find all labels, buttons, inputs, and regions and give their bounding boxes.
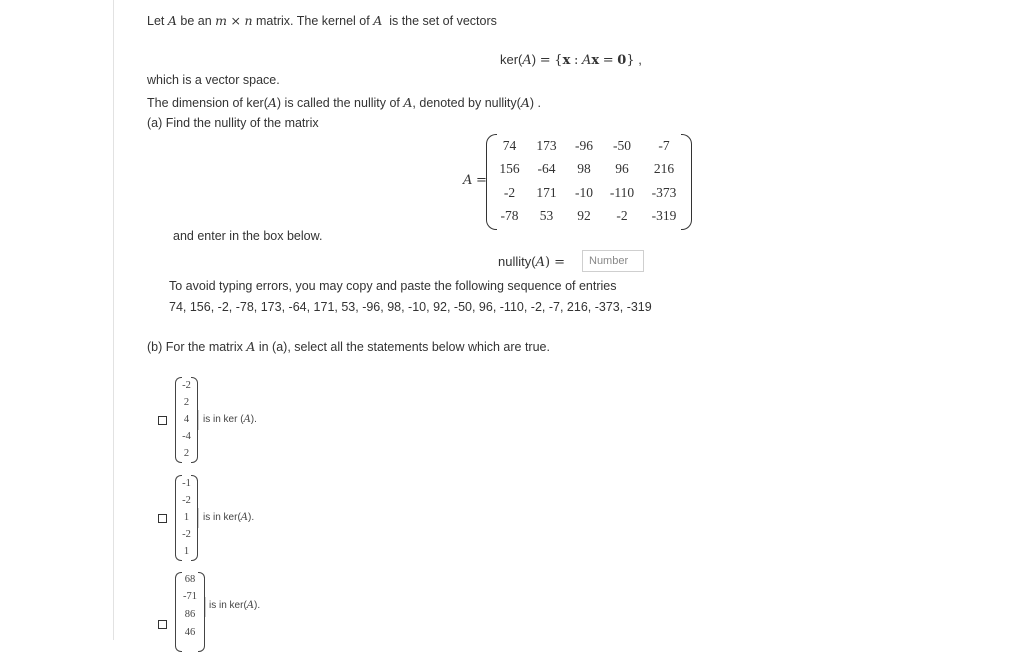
option-label-text: is in ker(	[209, 600, 247, 611]
math-comma: ,	[638, 52, 642, 67]
option-label-text: is in ker (	[203, 414, 244, 425]
nullity-text: nullity(	[498, 254, 536, 269]
vector-separator	[205, 597, 206, 617]
matrix-cell: -64	[537, 161, 556, 177]
option-2-label	[203, 512, 254, 523]
vector-separator	[198, 410, 199, 430]
math-times: ×	[230, 13, 241, 28]
option-label-text: ).	[250, 414, 257, 425]
nullity-close: ) =	[544, 255, 566, 270]
vector-entry: -1	[182, 478, 191, 489]
matrix-cell: -319	[651, 208, 677, 224]
matrix-row	[492, 181, 686, 205]
nullity-def-part: ) .	[529, 96, 541, 110]
matrix-cell: 156	[499, 161, 520, 177]
part-b-prompt	[147, 339, 550, 354]
matrix-cell: 53	[539, 208, 554, 224]
matrix-label	[463, 172, 487, 188]
math-eq: =	[476, 173, 487, 188]
math-A: A	[267, 95, 277, 110]
option-3-vector	[175, 572, 205, 652]
math-colon: :	[573, 53, 579, 68]
intro-part: be an	[180, 14, 212, 28]
part-a-prompt: (a) Find the nullity of the matrix	[147, 116, 319, 130]
vector-entry: 4	[183, 414, 190, 425]
math-A: A	[520, 95, 530, 110]
math-brace: }	[626, 53, 635, 68]
nullity-def-part: The dimension of ker(	[147, 96, 268, 110]
left-margin-rule	[113, 0, 114, 640]
option-label-text: ).	[248, 512, 255, 523]
vector-entry: 1	[183, 512, 190, 523]
math-A: A	[581, 53, 592, 68]
matrix-row	[492, 205, 686, 229]
nullity-def-part: , denoted by nullity(	[412, 96, 521, 110]
math-A: A	[373, 13, 383, 28]
math-A: A	[243, 414, 251, 425]
matrix-cell: 171	[536, 184, 557, 200]
intro-text	[147, 13, 497, 28]
math-m: m	[215, 13, 228, 28]
matrix-cell: 173	[536, 137, 557, 153]
math-A: A	[463, 173, 473, 188]
math-zero-vector: 0	[617, 53, 627, 68]
intro-part: Let	[147, 14, 165, 28]
part-b-text: (b) For the matrix	[147, 340, 243, 354]
nullity-label	[498, 254, 565, 270]
vector-entry: -2	[182, 380, 191, 391]
option-1-checkbox[interactable]	[158, 416, 167, 425]
vector-entry: 46	[184, 627, 196, 638]
intro-part: is the set of vectors	[389, 14, 497, 28]
vector-entry: 2	[183, 448, 190, 459]
math-eq: =	[539, 53, 551, 68]
enter-instruction: and enter in the box below.	[173, 229, 323, 243]
vector-entry: -4	[182, 431, 191, 442]
matrix-cell: -10	[575, 184, 593, 200]
vector-entry: -71	[183, 591, 197, 602]
math-x: x	[562, 53, 571, 68]
matrix-cell: 96	[615, 161, 629, 177]
math-A: A	[403, 95, 413, 110]
math-x: x	[591, 53, 600, 68]
vector-space-text: which is a vector space.	[147, 73, 280, 87]
option-1-label	[203, 414, 257, 425]
matrix-row	[492, 158, 686, 182]
matrix-cell: 92	[577, 208, 591, 224]
matrix-cell: -96	[575, 137, 593, 153]
math-A: A	[246, 339, 256, 354]
matrix-cell: 98	[577, 161, 591, 177]
option-label-text: ).	[254, 600, 261, 611]
math-eq: =	[602, 53, 614, 68]
matrix-cell: 216	[653, 161, 675, 177]
vector-entry: 86	[184, 609, 196, 620]
matrix-cell: -2	[503, 184, 516, 200]
math-A: A	[240, 512, 249, 523]
option-3-checkbox[interactable]	[158, 620, 167, 629]
matrix-A	[486, 134, 692, 228]
math-brace: {	[554, 53, 563, 68]
math-A: A	[167, 13, 177, 28]
matrix-cell: -78	[500, 208, 519, 224]
vector-entry: 2	[183, 397, 190, 408]
vector-entry: 68	[184, 574, 196, 585]
matrix-row	[492, 134, 686, 158]
vector-separator	[198, 508, 199, 528]
math-A: A	[535, 255, 545, 270]
option-2-checkbox[interactable]	[158, 514, 167, 523]
option-3-label	[209, 600, 260, 611]
part-b-text: in (a), select all the statements below which are true.	[258, 340, 550, 354]
copy-hint: To avoid typing errors, you may copy and paste the following sequence of entries	[169, 279, 617, 293]
ker-text: ker(	[500, 52, 523, 67]
matrix-grid	[492, 134, 686, 228]
vector-entry: 1	[183, 546, 190, 557]
math-A: A	[246, 600, 255, 611]
option-label-text: is in ker(	[203, 512, 241, 523]
vector-entry: -2	[182, 529, 191, 540]
nullity-definition	[147, 95, 541, 110]
math-n: n	[244, 13, 253, 28]
intro-part: matrix. The kernel of	[256, 14, 370, 28]
ker-close: )	[531, 52, 537, 67]
option-2-vector	[175, 475, 198, 561]
nullity-def-part: ) is called the nullity of	[276, 96, 400, 110]
vector-entry: -2	[182, 495, 191, 506]
matrix-cell: -7	[658, 137, 670, 153]
matrix-cell: -373	[651, 184, 677, 200]
matrix-cell: -110	[609, 184, 635, 200]
matrix-cell: -2	[616, 208, 628, 224]
entry-sequence: 74, 156, -2, -78, 173, -64, 171, 53, -96, 98, -10, 92, -50, 96, -110, -2, -7, 216, -373, -319	[169, 300, 652, 314]
option-1-vector	[175, 377, 198, 463]
nullity-number-input[interactable]	[582, 250, 644, 272]
math-A: A	[522, 53, 532, 68]
matrix-cell: 74	[502, 137, 517, 153]
kernel-definition	[500, 52, 642, 68]
matrix-cell: -50	[613, 137, 631, 153]
